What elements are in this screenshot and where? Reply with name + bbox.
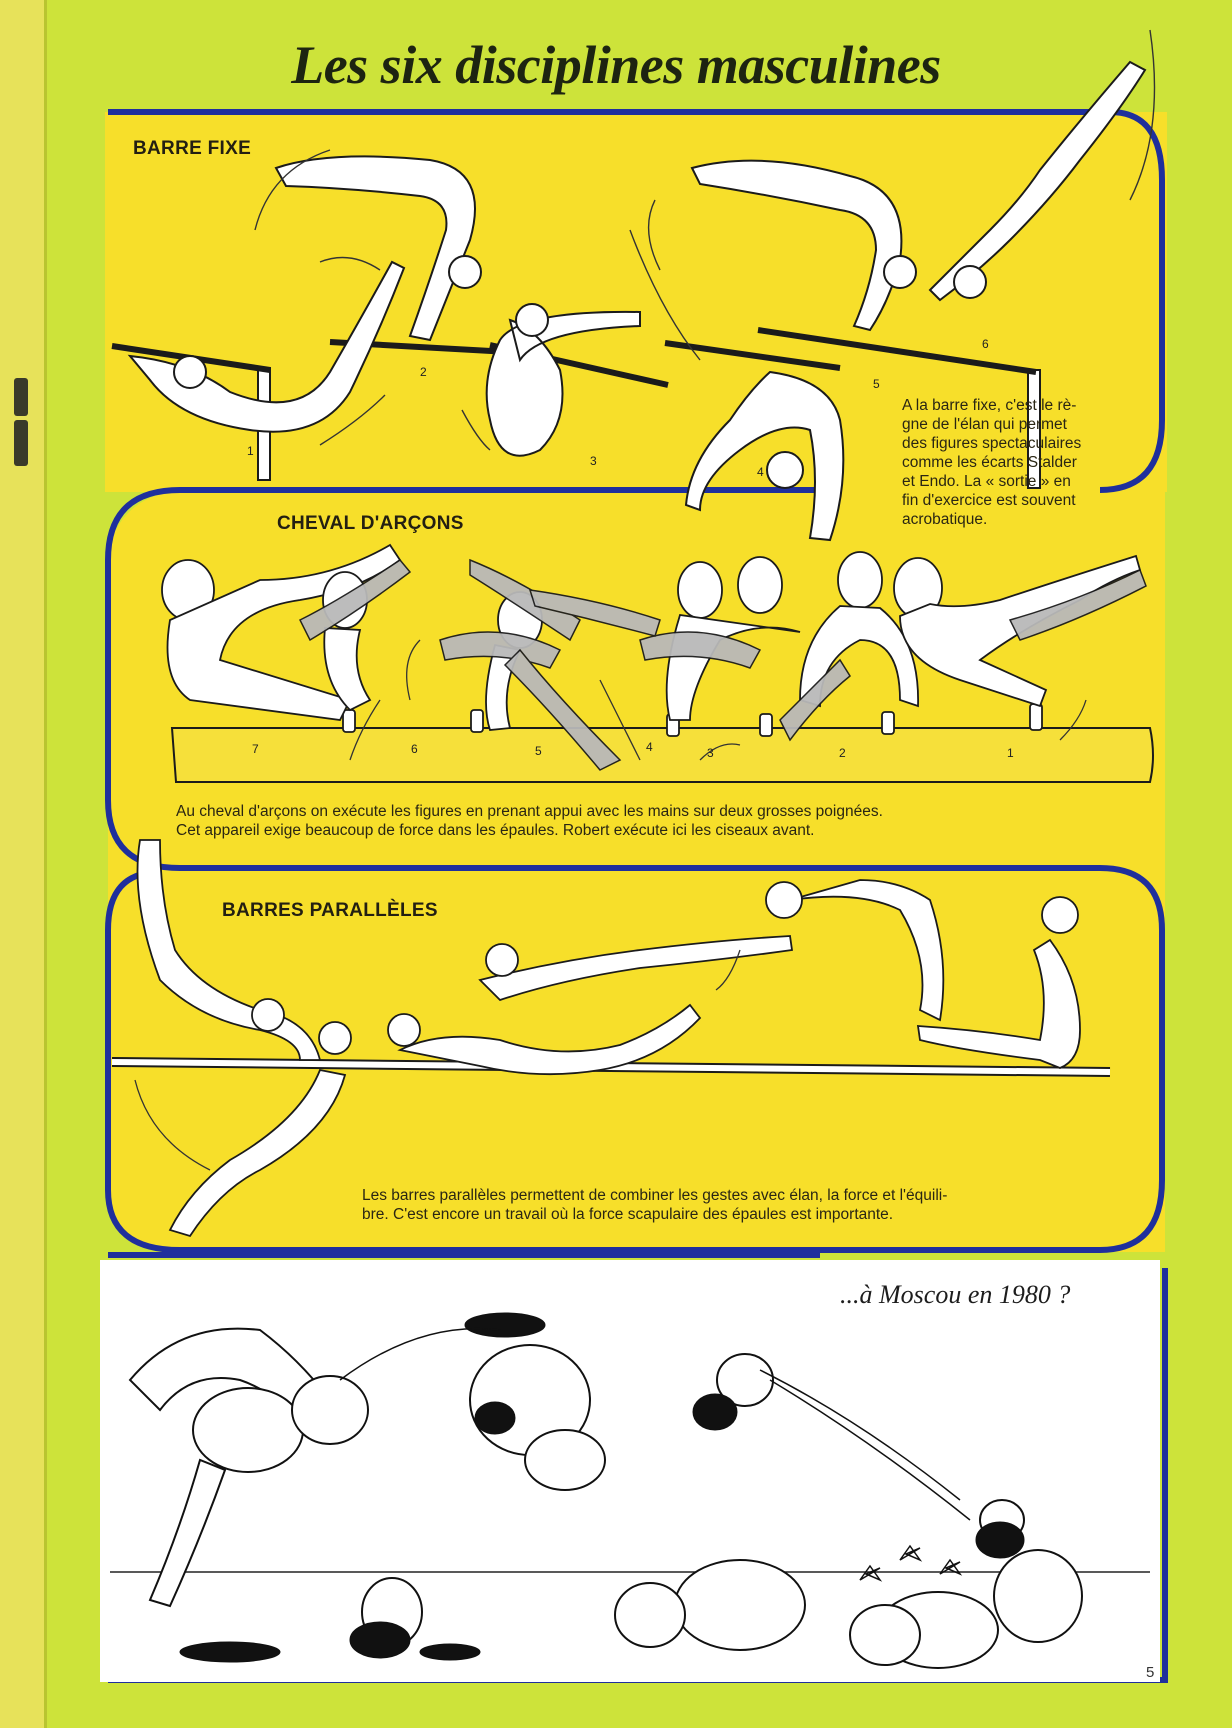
step-number: 6 bbox=[411, 742, 418, 756]
step-number: 1 bbox=[247, 444, 254, 458]
caption-line: Cet appareil exige beaucoup de force dans les épaules. Robert exécute ici les ciseaux avant. bbox=[176, 822, 815, 839]
step-number: 2 bbox=[420, 365, 427, 379]
step-number: 2 bbox=[839, 746, 846, 760]
caption-line: acrobatique. bbox=[902, 511, 988, 528]
page-title: Les six disciplines masculines bbox=[291, 35, 941, 95]
step-number: 1 bbox=[1007, 746, 1014, 760]
page-number: 5 bbox=[1146, 1664, 1155, 1681]
caption-line: bre. C'est encore un travail où la force scapulaire des épaules est importante. bbox=[362, 1206, 894, 1223]
step-number: 3 bbox=[707, 746, 714, 760]
step-number: 4 bbox=[646, 740, 653, 754]
step-number: 3 bbox=[590, 454, 597, 468]
caption-line: Les barres parallèles permettent de combiner les gestes avec élan, la force et l'équili- bbox=[362, 1187, 948, 1204]
step-number: 6 bbox=[982, 337, 989, 351]
caption-line: gne de l'élan qui permet bbox=[902, 416, 1067, 433]
barres-paralleles-label: BARRES PARALLÈLES bbox=[222, 900, 438, 921]
caption-line: des figures spectaculaires bbox=[902, 435, 1082, 452]
cheval-arcons-label: CHEVAL D'ARÇONS bbox=[277, 513, 464, 534]
step-number: 7 bbox=[252, 742, 259, 756]
step-number: 5 bbox=[873, 377, 880, 391]
caption-line: Au cheval d'arçons on exécute les figures en prenant appui avec les mains sur deux grosses poignées. bbox=[176, 803, 883, 820]
step-number: 5 bbox=[535, 744, 542, 758]
caption-line: A la barre fixe, c'est le rè- bbox=[902, 397, 1077, 414]
caption-line: comme les écarts Stalder bbox=[902, 454, 1077, 471]
barre-fixe-label: BARRE FIXE bbox=[133, 138, 252, 159]
caption-line: et Endo. La « sortie » en bbox=[902, 473, 1071, 490]
step-number: 4 bbox=[757, 465, 764, 479]
cartoon-caption: ...à Moscou en 1980 ? bbox=[840, 1280, 1071, 1309]
caption-line: fin d'exercice est souvent bbox=[902, 492, 1076, 509]
